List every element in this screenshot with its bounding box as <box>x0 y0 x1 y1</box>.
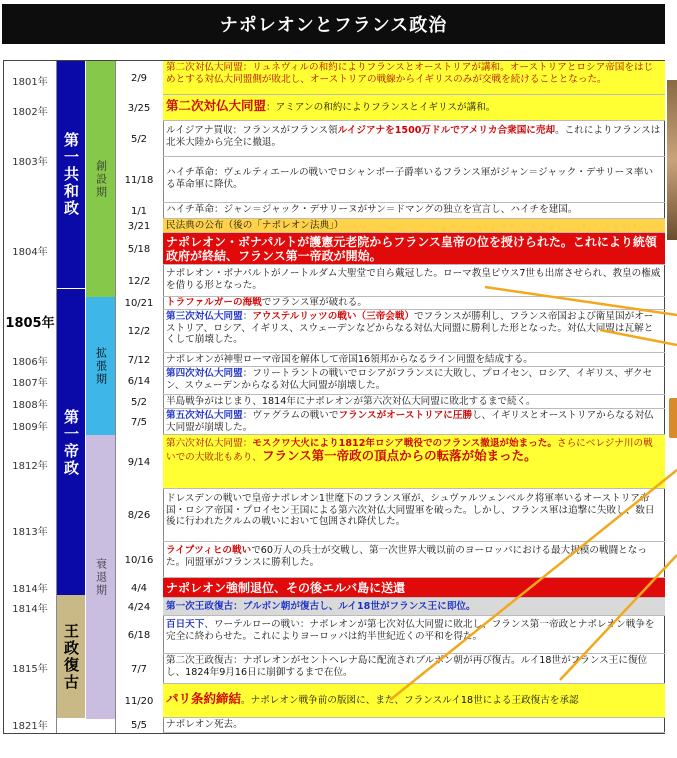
event-text: 半島戦争がはじまり、1814年にナポレオンが第六次対仏大同盟に敗北するまで続く。 <box>166 396 536 407</box>
event-text-mid: ： <box>242 311 253 322</box>
event-highlight: ライプツィヒの戦い <box>166 545 252 556</box>
date-cell: 5/2 <box>130 133 148 145</box>
event-text: でフランスが勝利し、フランス帝国および衛星国がオーストリア、ロシア、イギリス、スウェーデンなどからなる対仏大同盟に勝利した形となった。対仏大同盟は瓦解とくして崩壊した。 <box>166 311 654 346</box>
event-text: 第二次王政復古：ナポレオンがセントヘレナ島に配流されブルボン朝が再び復古。ルイ18世がフランス王に復位し、1824年9月16日に崩御するまで在位。 <box>166 655 648 678</box>
event-highlight: トラファルガーの海戦 <box>166 297 262 308</box>
year-label: 1803年 <box>12 157 48 168</box>
event-text: 第一次王政復古：ブルボン朝が復古し、ルイ18世がフランス王に即位。 <box>166 601 476 612</box>
date-cell: 12/2 <box>127 326 151 337</box>
era-consulate-label: 第一共和政 <box>62 132 80 217</box>
event-text: で60万人の兵士が交戦し、第一次世界大戦以前のヨーロッパにおける最大規模の戦闘となった。同盟軍がフランスに勝利した。 <box>166 545 647 568</box>
date-cell: 8/26 <box>127 510 151 521</box>
date-cell: 12/2 <box>127 275 151 287</box>
date-cell: 3/25 <box>127 102 151 114</box>
event-text-pre: ルイジアナ買収：フランスがフランス領 <box>166 125 338 136</box>
event-lead: 第三次対仏大同盟 <box>166 311 243 322</box>
event-text: ナポレオン強制退位、その後エルバ島に送還 <box>166 581 406 595</box>
event-text: ナポレオン・ボナパルトがノートルダム大聖堂で自ら戴冠した。ローマ教皇ピウス7世も出席させられ、教皇の権威を借りる形となった。 <box>166 268 661 291</box>
event-text: ナポレオン死去。 <box>166 719 243 730</box>
date-cell: 4/24 <box>127 601 151 613</box>
date-cell: 7/7 <box>130 663 148 675</box>
event-text: 。これによりフランスは北米大陸から完全に撤退。 <box>166 125 661 148</box>
era-restoration-label: 王政復古 <box>62 622 80 691</box>
date-cell: 9/14 <box>127 456 151 468</box>
phase-expansion-label: 拡張期 <box>94 346 108 386</box>
year-label: 1814年 <box>12 604 48 615</box>
callout-line <box>560 555 677 680</box>
event-text: ドレスデンの戦いで皇帝ナポレオン1世麾下のフランス軍が、シュヴァルツェンベルク将軍率いるオーストリア帝国・ロシア帝国・プロイセン王国による第六次対仏大同盟軍を破った。しかし、フランス軍は追撃に失敗し、数日後に行われたクルムの戦いにおいて包囲され降伏した。 <box>166 493 655 528</box>
event-highlight-2: フランス第一帝政の頂点からの転落が始まった。 <box>261 447 537 463</box>
event-text: ：フリートラントの戦いでロシアがフランスに大敗し、プロイセン、ロシア、イギリス、ザクセン、スウェーデンからなる対仏大同盟が崩壊した。 <box>166 368 653 391</box>
phase-founding-label: 創設期 <box>94 159 108 199</box>
date-cell: 2/9 <box>130 72 148 84</box>
year-label: 1812年 <box>12 461 48 472</box>
date-cell: 7/5 <box>130 416 148 428</box>
year-label: 1809年 <box>12 422 48 433</box>
event-text: 民法典の公布（後の「ナポレオン法典」） <box>166 220 344 231</box>
event-lead: 百日天下 <box>166 619 205 630</box>
event-highlight: フランスがオーストリアに圧勝 <box>338 410 473 421</box>
date-cell: 7/12 <box>127 354 151 366</box>
date-cell: 5/5 <box>130 720 148 731</box>
event-lead: 第二次対仏大同盟 <box>166 98 267 113</box>
year-label: 1813年 <box>12 527 48 538</box>
event-text: でフランス軍が破れる。 <box>261 297 367 308</box>
event-lead: 第四次対仏大同盟 <box>166 368 243 379</box>
year-label: 1808年 <box>12 400 48 411</box>
date-cell: 11/18 <box>124 174 154 186</box>
page-title: ナポレオンとフランス政治 <box>2 4 665 44</box>
event-highlight: モスクワ大火により1812年ロシア戦役でのフランス撤退が始まった。 <box>252 438 557 449</box>
callout-line <box>390 470 677 700</box>
year-label: 1807年 <box>12 378 48 389</box>
callout-line <box>485 287 677 315</box>
date-cell: 4/4 <box>130 582 148 594</box>
year-label: 1801年 <box>12 77 48 88</box>
event-highlight: アウステルリッツの戦い（三帝会戦） <box>252 311 415 322</box>
year-label: 1802年 <box>12 107 48 118</box>
event-text: ハイチ革命：ヴェルティエールの戦いでロシャンボー子爵率いるフランス軍がジャン＝ジャック・デサリーヌ率いる革命軍に降伏。 <box>166 167 654 190</box>
year-label: 1821年 <box>12 721 48 732</box>
year-label: 1814年 <box>12 584 48 595</box>
event-text-pre: 第六次対仏大同盟： <box>166 438 253 449</box>
year-label: 1815年 <box>12 664 48 675</box>
date-cell: 1/1 <box>130 205 148 217</box>
date-cell: 5/18 <box>127 243 151 255</box>
date-cell: 6/14 <box>127 375 151 387</box>
phase-decline-label: 衰退期 <box>94 557 108 597</box>
year-label: 1806年 <box>12 357 48 368</box>
event-text: ハイチ革命：ジャン＝ジャック・デサリーヌがサン＝ドマングの独立を宣言し、ハイチを建国。 <box>166 204 578 215</box>
event-text: 。ナポレオン戦争前の版図に、また、フランスルイ18世による王政復古を承認 <box>241 695 579 706</box>
date-cell: 10/21 <box>124 298 154 309</box>
date-cell: 11/20 <box>124 695 154 707</box>
event-text-mid: ：ヴァグラムの戦いで <box>242 410 339 421</box>
event-highlight: ルイジアナを1500万ドルでアメリカ合衆国に売却 <box>337 125 556 136</box>
event-text: ：アミアンの和約によりフランスとイギリスが講和。 <box>266 102 496 113</box>
date-cell: 10/16 <box>124 554 154 566</box>
date-cell: 5/2 <box>130 396 148 408</box>
event-text: 、ワーテルローの戦い：ナポレオンが第七次対仏大同盟に敗北し、フランス第一帝政とナポレオン戦争を完全に終わらせた。これによりヨーロッパは約半世紀近くの平和を得た。 <box>166 619 655 642</box>
event-text: ナポレオンが神聖ローマ帝国を解体して帝国16領邦からなるライン同盟を結成する。 <box>166 354 533 365</box>
event-lead: 第五次対仏大同盟 <box>166 410 243 421</box>
date-cell: 6/18 <box>127 629 151 641</box>
year-label: 1805年 <box>5 316 55 331</box>
callout-line <box>600 330 677 345</box>
event-text: し、イギリスとオーストリアからなる対仏大同盟が崩壊した。 <box>166 410 654 433</box>
event-lead: パリ条約締結 <box>166 691 242 706</box>
era-empire-label: 第一帝政 <box>62 408 80 477</box>
event-text: ナポレオン・ボナパルトが護憲元老院からフランス皇帝の位を授けられた。これにより統領政府が終結、フランス第一帝政が開始。 <box>166 235 657 263</box>
event-text: 第二次対仏大同盟：リュネヴィルの和約によりフランスとオーストリアが講和。オーストリアとロシア帝国をはじめとする対仏大同盟側が敗北し、オーストリアの戦線からイギリスのみが交戦を続けることとなった。 <box>166 62 654 85</box>
event-text: さらにベレジナ川の戦いでの大敗北もあり、 <box>166 438 653 463</box>
year-label: 1804年 <box>12 247 48 258</box>
date-cell: 3/21 <box>127 220 151 232</box>
